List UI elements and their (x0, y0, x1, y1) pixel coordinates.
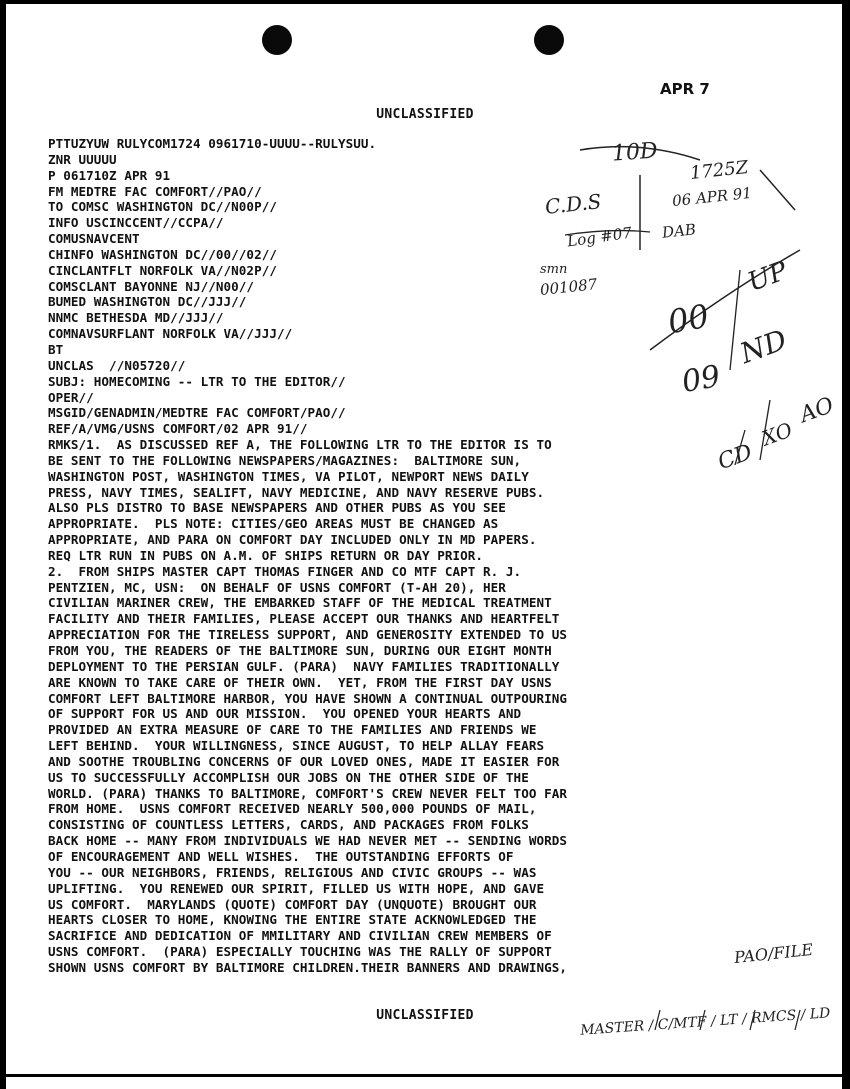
handwritten-box-cd: CD (714, 439, 756, 476)
message-line: UPLIFTING. YOU RENEWED OUR SPIRIT, FILLED US WITH HOPE, AND GAVE (48, 880, 545, 896)
message-line: AND SOOTHE TROUBLING CONCERNS OF OUR LOVED ONES, MADE IT EASIER FOR (48, 753, 560, 769)
message-line: ZNR UUUUU (48, 151, 117, 167)
message-line: UNCLAS //N05720// (48, 357, 186, 373)
message-line: FM MEDTRE FAC COMFORT//PAO// (48, 183, 262, 199)
handwritten-box-09: 09 (679, 358, 723, 401)
message-line: COMNAVSURFLANT NORFOLK VA//JJJ// (48, 326, 293, 342)
handwritten-box-nd: ND (735, 322, 792, 371)
message-line: PTTUZYUW RULYCOM1724 0961710-UUUU--RULYSUU. (48, 136, 377, 151)
message-line: OF SUPPORT FOR US AND OUR MISSION. YOU OPENED YOUR HEARTS AND (48, 706, 522, 722)
message-line: BT (48, 341, 64, 357)
message-line: SHOWN USNS COMFORT BY BALTIMORE CHILDREN.THEIR BANNERS AND DRAWINGS, (48, 959, 567, 975)
message-line: SACRIFICE AND DEDICATION OF MMILITARY AND CIVILIAN CREW MEMBERS OF (48, 928, 552, 944)
handwritten-routing: 10D (611, 138, 659, 167)
message-line: US COMFORT. MARYLANDS (QUOTE) COMFORT DAY (UNQUOTE) BROUGHT OUR (48, 896, 537, 912)
message-line: FACILITY AND THEIR FAMILIES, PLEASE ACCEPT OUR THANKS AND HEARTFELT (48, 611, 560, 627)
message-line: PENTZIEN, MC, USN: ON BEHALF OF USNS COMFORT (T-AH 20), HER (48, 579, 506, 595)
handwritten-serial: 001087 (539, 275, 599, 299)
handwritten-time: 1725Z (689, 157, 750, 184)
message-line: LEFT BEHIND. YOUR WILLINGNESS, SINCE AUGUST, TO HELP ALLAY FEARS (48, 738, 545, 754)
message-line: WORLD. (PARA) THANKS TO BALTIMORE, COMFORT'S CREW NEVER FELT TOO FAR (48, 785, 567, 801)
message-line: COMSCLANT BAYONNE NJ//N00// (48, 278, 255, 294)
message-line: REQ LTR RUN IN PUBS ON A.M. OF SHIPS RETURN OR DAY PRIOR. (48, 547, 484, 563)
message-line: BUMED WASHINGTON DC//JJJ// (48, 294, 247, 310)
handwritten-routing-bottom: MASTER / C/MTF / LT / RMCS / LD (579, 1005, 831, 1039)
message-line: REF/A/VMG/USNS COMFORT/02 APR 91// (48, 421, 308, 437)
classification-top: UNCLASSIFIED (376, 107, 474, 122)
handwritten-box-up: UP (744, 256, 792, 298)
message-line: COMFORT LEFT BALTIMORE HARBOR, YOU HAVE SHOWN A CONTINUAL OUTPOURING (48, 690, 567, 706)
handwritten-box-ao: AO (796, 392, 838, 429)
message-line: CONSISTING OF COUNTLESS LETTERS, CARDS, AND PACKAGES FROM FOLKS (48, 817, 529, 833)
date-stamp: APR 7 (660, 80, 710, 98)
handwritten-smn: smn (540, 262, 568, 277)
message-line: HEARTS CLOSER TO HOME, KNOWING THE ENTIRE STATE ACKNOWLEDGED THE (48, 912, 537, 928)
message-line: OPER// (48, 389, 94, 405)
message-line: BACK HOME -- MANY FROM INDIVIDUALS WE HAD NEVER MET -- SENDING WORDS (48, 833, 567, 849)
message-line: OF ENCOURAGEMENT AND WELL WISHES. THE OUTSTANDING EFFORTS OF (48, 848, 514, 864)
message-line: CIVILIAN MARINER CREW, THE EMBARKED STAFF OF THE MEDICAL TREATMENT (48, 595, 552, 611)
message-line: FROM HOME. USNS COMFORT RECEIVED NEARLY 500,000 POUNDS OF MAIL, (48, 801, 537, 817)
message-line: WASHINGTON POST, WASHINGTON TIMES, VA PILOT, NEWPORT NEWS DAILY (48, 468, 529, 484)
handwritten-box-00: 00 (665, 296, 712, 342)
message-line: SUBJ: HOMECOMING -- LTR TO THE EDITOR// (48, 373, 346, 389)
handwritten-pao-file: PAO/FILE (733, 939, 814, 968)
message-line: USNS COMFORT. (PARA) ESPECIALLY TOUCHING WAS THE RALLY OF SUPPORT (48, 944, 552, 960)
message-line: PRESS, NAVY TIMES, SEALIFT, NAVY MEDICINE, AND NAVY RESERVE PUBS. (48, 484, 545, 500)
message-line: DEPLOYMENT TO THE PERSIAN GULF. (PARA) NAVY FAMILIES TRADITIONALLY (48, 658, 560, 674)
message-line: TO COMSC WASHINGTON DC//N00P// (48, 199, 277, 215)
message-line: US TO SUCCESSFULLY ACCOMPLISH OUR JOBS ON THE OTHER SIDE OF THE (48, 769, 529, 785)
message-line: FROM YOU, THE READERS OF THE BALTIMORE SUN, DURING OUR EIGHT MONTH (48, 643, 552, 658)
message-line: P 061710Z APR 91 (48, 167, 171, 183)
message-line: APPROPRIATE. PLS NOTE: CITIES/GEO AREAS MUST BE CHANGED AS (48, 516, 499, 532)
message-line: INFO USCINCCENT//CCPA// (48, 215, 224, 231)
message-line: PROVIDED AN EXTRA MEASURE OF CARE TO THE FAMILIES AND FRIENDS WE (48, 722, 537, 738)
message-line: CINCLANTFLT NORFOLK VA//N02P// (48, 262, 277, 278)
message-line: APPRECIATION FOR THE TIRELESS SUPPORT, AND GENEROSITY EXTENDED TO US (48, 627, 567, 643)
message-line: MSGID/GENADMIN/MEDTRE FAC COMFORT/PAO// (48, 405, 346, 421)
handwritten-initials: DAB (661, 220, 697, 242)
message-line: CHINFO WASHINGTON DC//00//02// (48, 246, 277, 262)
message-line: BE SENT TO THE FOLLOWING NEWSPAPERS/MAGAZINES: BALTIMORE SUN, (48, 452, 522, 468)
message-line: 2. FROM SHIPS MASTER CAPT THOMAS FINGER AND CO MTF CAPT R. J. (48, 563, 522, 579)
handwritten-cds: C.D.S (543, 189, 603, 219)
message-line: ARE KNOWN TO TAKE CARE OF THEIR OWN. YET, FROM THE FIRST DAY USNS (48, 674, 552, 690)
handwritten-log: Log #07 (566, 223, 633, 251)
handwritten-box-xo: XO (758, 417, 796, 451)
handwritten-date: 06 APR 91 (671, 183, 753, 211)
message-line: YOU -- OUR NEIGHBORS, FRIENDS, RELIGIOUS AND CIVIC GROUPS -- WAS (48, 864, 537, 880)
classification-bottom: UNCLASSIFIED (376, 1008, 474, 1023)
message-line: NNMC BETHESDA MD//JJJ// (48, 310, 224, 326)
message-line: RMKS/1. AS DISCUSSED REF A, THE FOLLOWING LTR TO THE EDITOR IS TO (48, 437, 552, 453)
message-line: ALSO PLS DISTRO TO BASE NEWSPAPERS AND OTHER PUBS AS YOU SEE (48, 500, 506, 516)
message-line: APPROPRIATE, AND PARA ON COMFORT DAY INCLUDED ONLY IN MD PAPERS. (48, 532, 537, 548)
message-line: COMUSNAVCENT (48, 231, 140, 247)
